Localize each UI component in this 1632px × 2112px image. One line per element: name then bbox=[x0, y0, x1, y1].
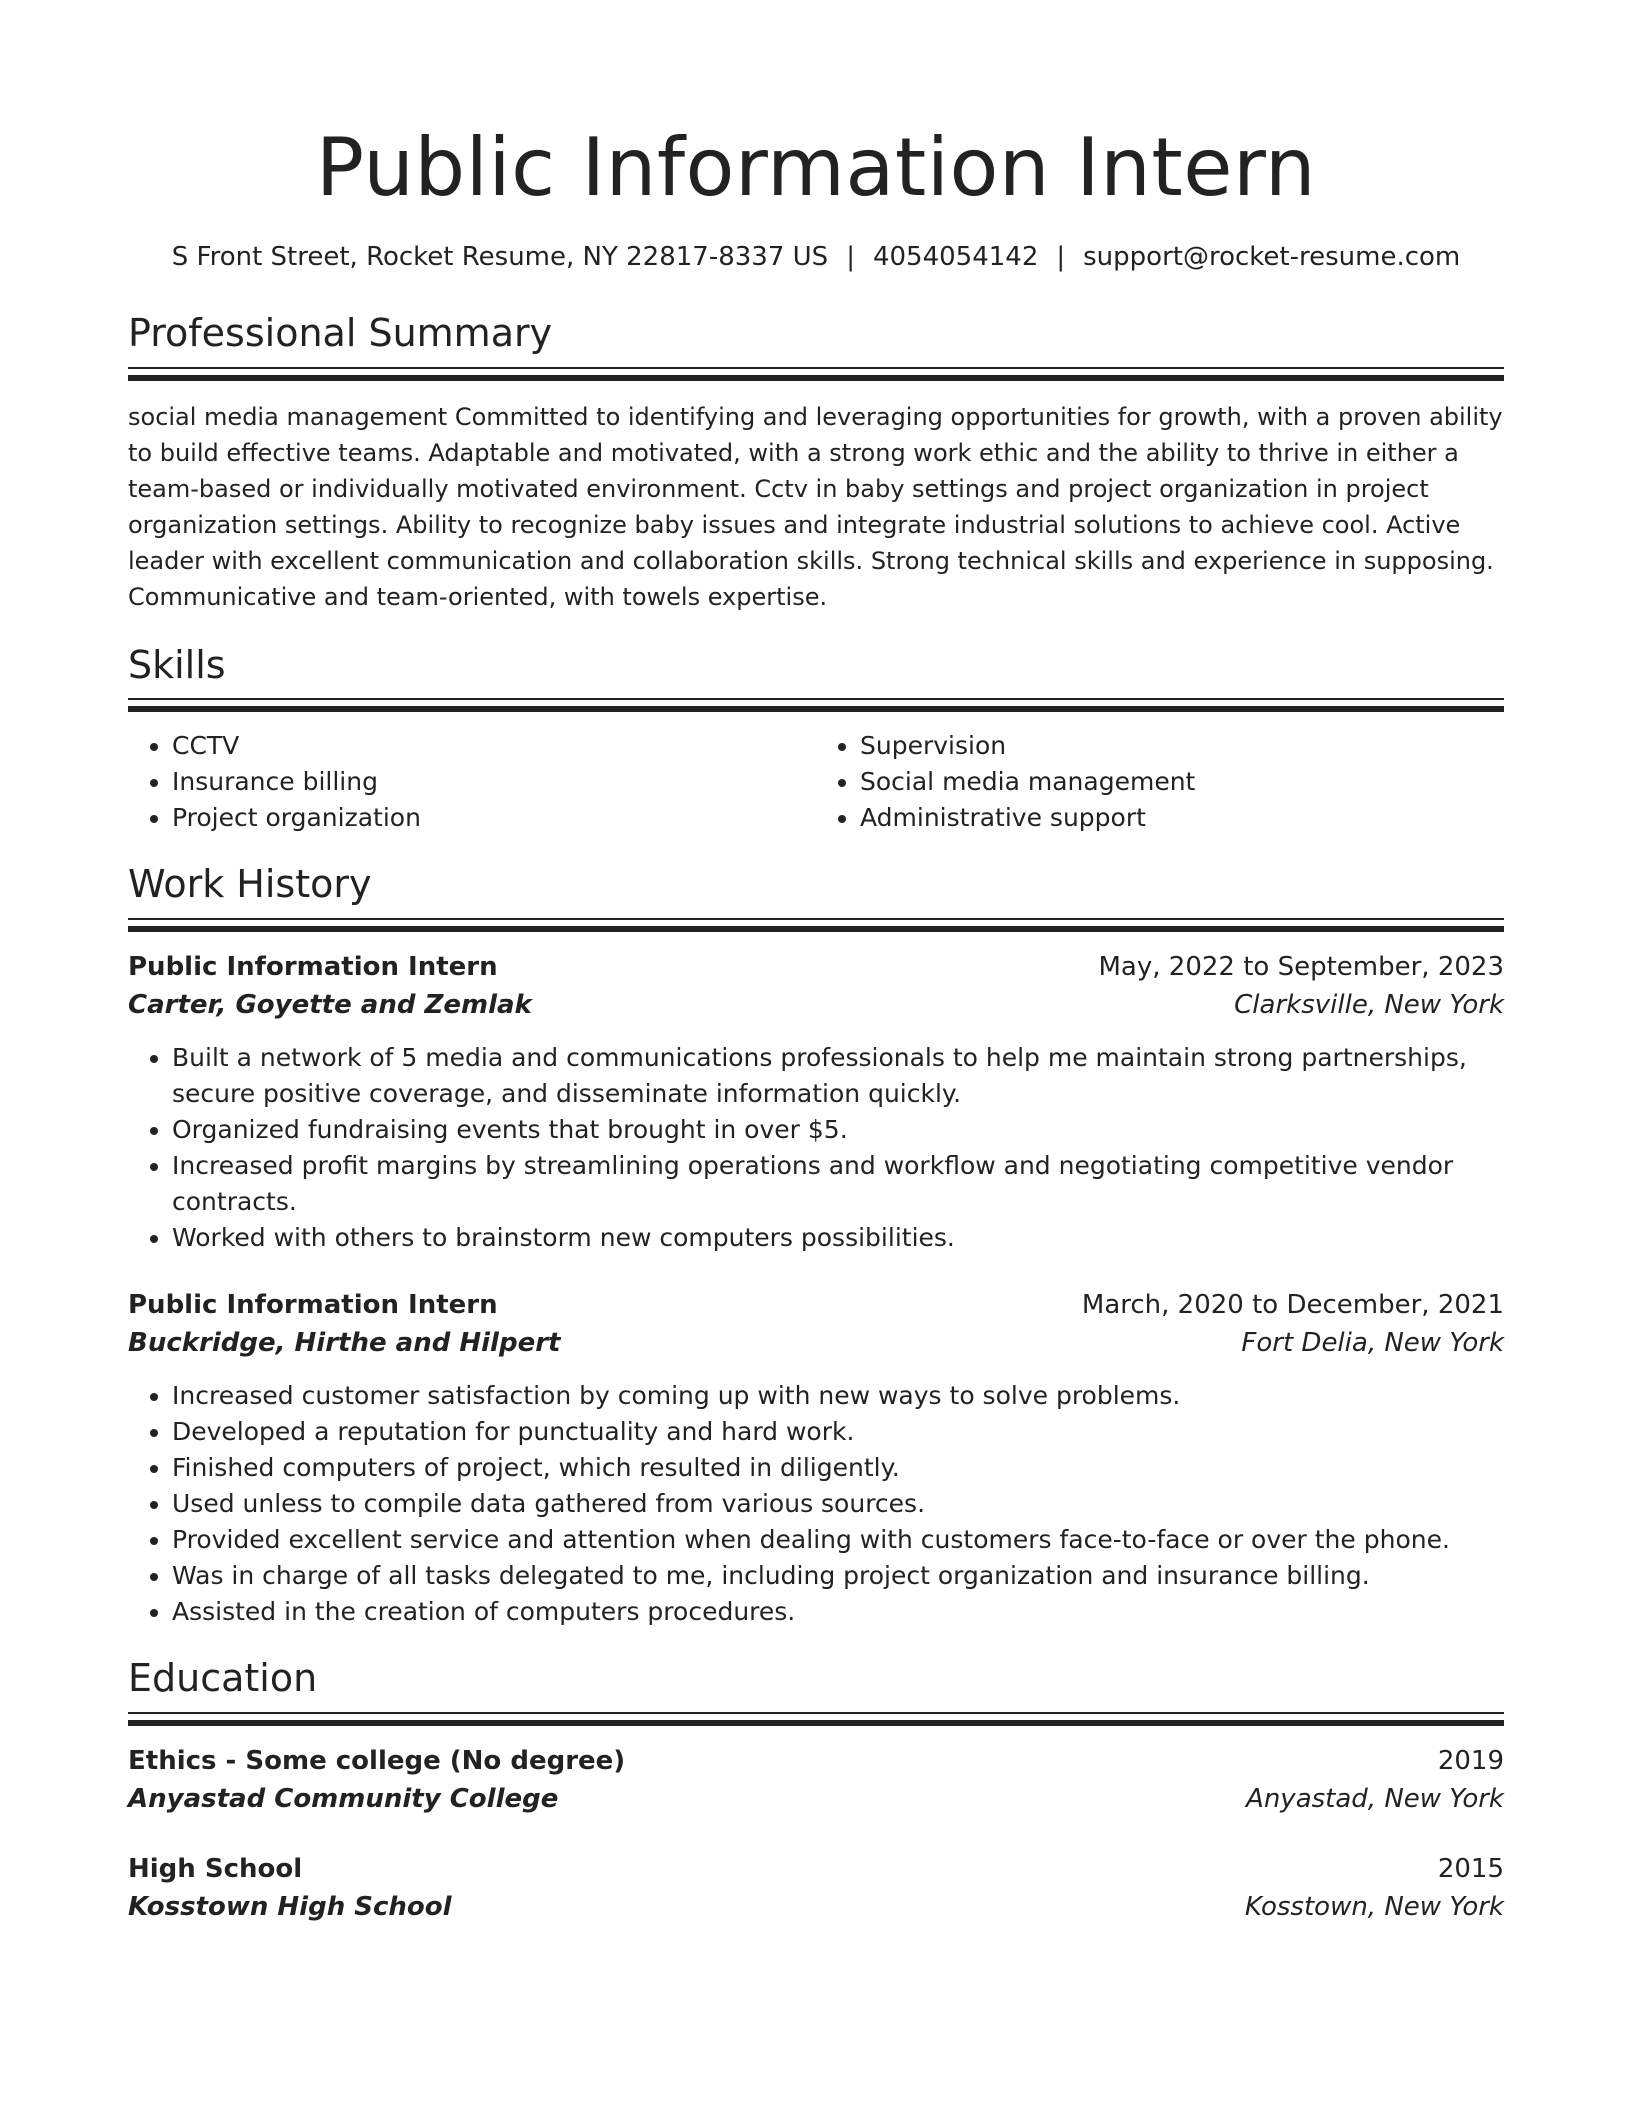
list-item: • Assisted in the creation of computers procedures. bbox=[172, 1594, 1504, 1630]
skill-item: • CCTV bbox=[172, 728, 816, 764]
divider bbox=[128, 698, 1504, 700]
address: S Front Street, Rocket Resume, NY 22817-8337 US bbox=[171, 242, 829, 272]
job-location: Clarksville, New York bbox=[1234, 989, 1504, 1020]
skills-list-left bbox=[128, 728, 816, 836]
company-name: Buckridge, Hirthe and Hilpert bbox=[128, 1327, 561, 1358]
job-entry bbox=[128, 1286, 1504, 1630]
work-section bbox=[128, 862, 1504, 1630]
skill-item: • Insurance billing bbox=[172, 764, 816, 800]
job-dates: May, 2022 to September, 2023 bbox=[1098, 951, 1504, 982]
school-location: Kosstown, New York bbox=[1244, 1891, 1504, 1922]
list-item: • Worked with others to brainstorm new computers possibilities. bbox=[172, 1220, 1504, 1256]
list-item: • Finished computers of project, which resulted in diligently. bbox=[172, 1450, 1504, 1486]
list-item: • Used unless to compile data gathered from various sources. bbox=[172, 1486, 1504, 1522]
skills-section bbox=[128, 643, 1504, 837]
section-title-summary: Professional Summary bbox=[128, 311, 553, 356]
summary-section bbox=[128, 311, 1504, 615]
degree: Ethics - Some college (No degree) bbox=[128, 1745, 626, 1776]
skill-item: • Supervision bbox=[860, 728, 1504, 764]
education-entry bbox=[128, 1850, 1504, 1926]
education-header-row bbox=[128, 1850, 1504, 1888]
job-bullets bbox=[128, 1378, 1504, 1630]
skill-item: • Administrative support bbox=[860, 800, 1504, 836]
divider bbox=[128, 1712, 1504, 1714]
section-title-education: Education bbox=[128, 1655, 318, 1700]
degree: High School bbox=[128, 1853, 303, 1884]
list-item: • Increased customer satisfaction by coming up with new ways to solve problems. bbox=[172, 1378, 1504, 1414]
section-title-skills: Skills bbox=[128, 642, 226, 687]
separator: | bbox=[846, 242, 855, 272]
skills-list-right bbox=[816, 728, 1504, 836]
skill-item: • Project organization bbox=[172, 800, 816, 836]
candidate-name: Public Information Intern bbox=[315, 121, 1317, 214]
list-item: • Increased profit margins by streamlining operations and workflow and negotiating competitive vendor contracts. bbox=[172, 1148, 1504, 1220]
separator: | bbox=[1056, 242, 1066, 272]
divider bbox=[128, 706, 1504, 712]
divider bbox=[128, 1720, 1504, 1726]
school-location: Anyastad, New York bbox=[1246, 1783, 1504, 1814]
phone: 4054054142 bbox=[872, 242, 1039, 272]
education-school-row bbox=[128, 1780, 1504, 1818]
graduation-year: 2019 bbox=[1437, 1745, 1504, 1776]
email: support@rocket-resume.com bbox=[1083, 242, 1461, 272]
divider bbox=[128, 367, 1504, 369]
divider bbox=[128, 926, 1504, 932]
section-title-work: Work History bbox=[128, 862, 372, 907]
job-dates: March, 2020 to December, 2021 bbox=[1081, 1289, 1504, 1320]
job-company-row bbox=[128, 986, 1504, 1024]
education-section bbox=[128, 1656, 1504, 1926]
list-item: • Provided excellent service and attention when dealing with customers face-to-face or over the phone. bbox=[172, 1522, 1504, 1558]
school-name: Anyastad Community College bbox=[128, 1783, 559, 1814]
list-item: • Developed a reputation for punctuality and hard work. bbox=[172, 1414, 1504, 1450]
divider bbox=[128, 375, 1504, 381]
education-school-row bbox=[128, 1888, 1504, 1926]
job-bullets bbox=[128, 1040, 1504, 1256]
education-header-row bbox=[128, 1742, 1504, 1780]
job-header-row bbox=[128, 1286, 1504, 1324]
contact-line bbox=[128, 242, 1504, 273]
job-header-row bbox=[128, 948, 1504, 986]
list-item: • Built a network of 5 media and communications professionals to help me maintain strong partnerships, secure positive coverage, and disseminate information quickly. bbox=[172, 1040, 1504, 1112]
job-title: Public Information Intern bbox=[128, 1289, 498, 1320]
school-name: Kosstown High School bbox=[128, 1891, 452, 1922]
summary-text: social media management Committed to identifying and leveraging opportunities for growth, with a proven ability to build effective teams. Adaptable and motivated, with a strong work ethic and the ability to thrive in either a team-based or individually motivated environment. Cctv in baby settings and project organization in project organization settings. Ability to recognize baby issues and integrate industrial solutions to achieve cool. Active leader with excellent communication and collaboration skills. Strong technical skills and experience in supposing. Communicative and team-oriented, with towels expertise. bbox=[128, 402, 1503, 611]
divider bbox=[128, 918, 1504, 920]
list-item: • Was in charge of all tasks delegated to me, including project organization and insurance billing. bbox=[172, 1558, 1504, 1594]
graduation-year: 2015 bbox=[1437, 1853, 1504, 1884]
job-entry bbox=[128, 948, 1504, 1256]
education-entry bbox=[128, 1742, 1504, 1818]
company-name: Carter, Goyette and Zemlak bbox=[128, 989, 532, 1020]
skills-grid bbox=[128, 728, 1504, 836]
job-company-row bbox=[128, 1324, 1504, 1362]
job-title: Public Information Intern bbox=[128, 951, 498, 982]
list-item: • Organized fundraising events that brought in over $5. bbox=[172, 1112, 1504, 1148]
job-location: Fort Delia, New York bbox=[1241, 1327, 1504, 1358]
skill-item: • Social media management bbox=[860, 764, 1504, 800]
